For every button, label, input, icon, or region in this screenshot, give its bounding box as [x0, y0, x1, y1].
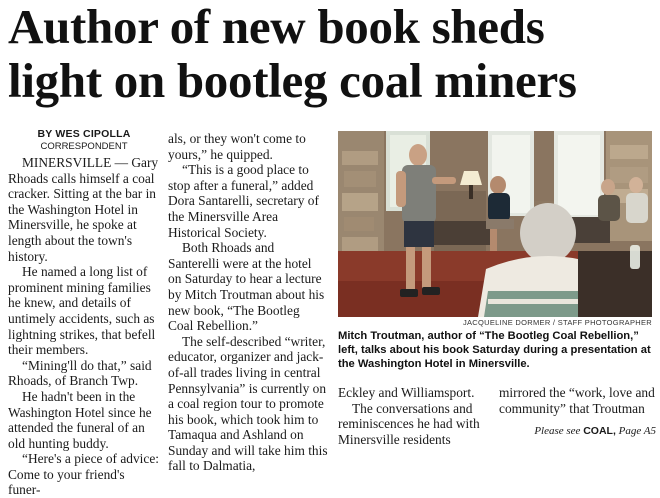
article-column-4: [499, 385, 656, 440]
headline-line-2: light on bootleg coal miners: [8, 53, 577, 108]
paragraph: The conversations and reminiscences he had with Minersville residents: [338, 400, 480, 447]
paragraph: als, or they won't come to yours,” he quipped.: [168, 131, 306, 162]
jump-line[interactable]: [499, 424, 656, 440]
article-column-1: [8, 128, 160, 498]
article-column-2: [168, 131, 328, 474]
paragraph: Eckley and Williamsport.: [338, 385, 475, 400]
paragraph: “This is a good place to stop after a funeral,” added Dora Santarelli, secretary of the Minersville Area Historical Society.: [168, 162, 319, 240]
paragraph: He hadn't been in the Washington Hotel since he attended the funeral of an old hunting buddy.: [8, 388, 152, 451]
paragraph: Both Rhoads and Santerelli were at the hotel on Saturday to hear a lecture by Mitch Troutman about his new book, “The Bootleg Coal Rebellion.”: [168, 240, 325, 334]
jump-page: Page A5: [618, 425, 656, 438]
paragraph: “Here's a piece of advice: Come to your friend's funer-: [8, 451, 159, 498]
headline-line-1: Author of new book sheds: [8, 0, 545, 54]
photo-credit: JACQUELINE DORMER / STAFF PHOTOGRAPHER: [462, 318, 652, 327]
jump-tag: COAL,: [583, 425, 616, 438]
byline-role: CORRESPONDENT: [40, 141, 128, 152]
photo-caption: Mitch Troutman, author of “The Bootleg Coal Rebellion,” left, talks about his book Saturday during a presentation at the Washington Hotel in Minersville.: [338, 330, 651, 371]
paragraph: The self-described “writer, educator, organizer and jack-of-all trades living in central Pennsylvania” is currently on a coal region tour to promote his book, which took him to Tamaqua and Ashland on Sunday and will take him this fall to Dalmatia,: [168, 333, 328, 474]
paragraph: “Mining'll do that,” said Rhoads, of Branch Twp.: [8, 357, 152, 389]
news-photo: [338, 131, 652, 317]
byline-author: BY WES CIPOLLA: [37, 128, 131, 140]
paragraph: He named a long list of prominent mining families he knew, and details of untimely accidents, such as lightning strikes, that befell their members.: [8, 264, 156, 358]
paragraph: MINERSVILLE — Gary Rhoads calls himself a coal cracker. Sitting at the bar in the Washington Hotel in Minersville, he spoke at length about the town's history.: [8, 155, 159, 264]
paragraph: mirrored the “work, love and community” that Troutman: [499, 385, 655, 416]
jump-prefix: Please see: [534, 425, 581, 438]
article-column-3: [338, 385, 492, 447]
headline: [8, 0, 656, 108]
